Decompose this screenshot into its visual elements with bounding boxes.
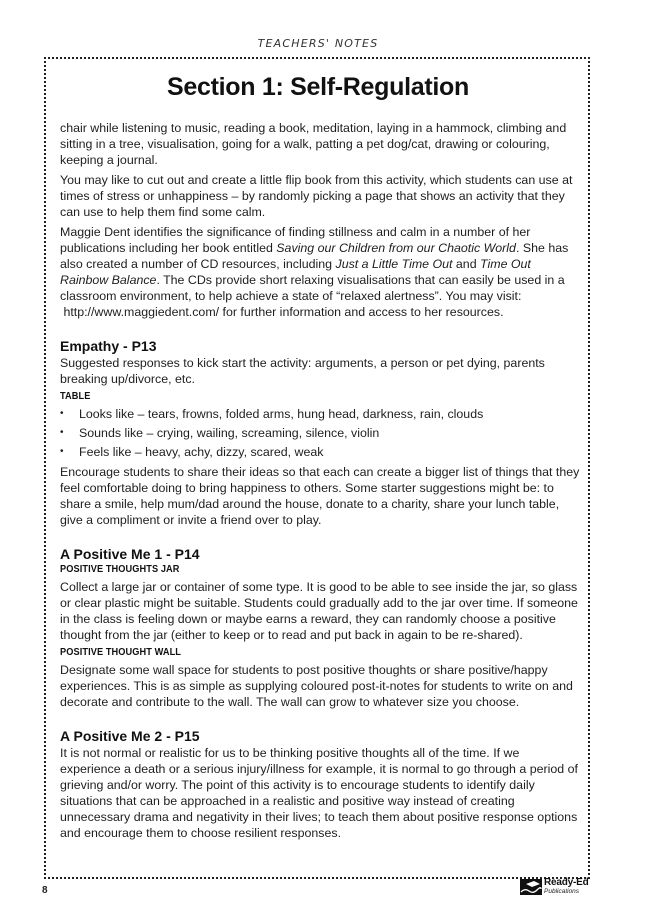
list-item	[60, 406, 580, 422]
text-span: . She has also created a number of CD resources, including	[60, 241, 569, 271]
intro-paragraph-3	[60, 224, 580, 320]
page-title: Section 1: Self-Regulation	[167, 73, 469, 101]
section-heading-empathy: Empathy - P13	[60, 338, 157, 354]
empathy-closing: Encourage students to share their ideas so that each can create a bigger list of things that they feel comfortable doing to bring happiness to others. Some starter suggestions might be: to share a smile, help mum/dad around the house, donate to a charity, share your lunch table, give a compliment or invite a friend over to play.	[60, 465, 580, 527]
running-head: TEACHERS' NOTES	[257, 37, 379, 50]
list-item-text: Feels like – heavy, achy, dizzy, scared, weak	[79, 445, 324, 459]
bullet-icon: •	[60, 408, 64, 419]
text-span: and	[452, 257, 481, 271]
publisher-logo	[520, 876, 592, 898]
sub-heading-table: TABLE	[60, 391, 91, 402]
publisher-name: Ready-Ed	[544, 877, 589, 888]
cd-title-2: Time Out Rainbow Balance	[60, 257, 531, 287]
publisher-sub: Publications	[544, 888, 580, 895]
empathy-intro: Suggested responses to kick start the activity: arguments, a person or pet dying, parents breaking up/divorce, etc.	[60, 356, 545, 386]
list-item	[60, 444, 580, 460]
section-heading-positive-me-1: A Positive Me 1 - P14	[60, 546, 200, 562]
text-span: Maggie Dent identifies the significance of finding stillness and calm in a number of her publications including her book entitled	[60, 225, 531, 255]
page-content	[60, 120, 580, 841]
list-item	[60, 425, 580, 441]
list-item-text: Sounds like – crying, wailing, screaming, silence, violin	[79, 426, 380, 440]
book-title: Saving our Children from our Chaotic World	[276, 241, 516, 255]
sub-heading-positive-thought-wall: POSITIVE THOUGHT WALL	[60, 647, 182, 658]
list-item-text: Looks like – tears, frowns, folded arms, hung head, darkness, rain, clouds	[79, 407, 484, 421]
bullet-icon: •	[60, 446, 64, 457]
cd-title-1: Just a Little Time Out	[335, 257, 453, 271]
sub-heading-positive-thoughts-jar: POSITIVE THOUGHTS JAR	[60, 564, 180, 575]
publisher-text	[544, 878, 589, 896]
intro-paragraph-2: You may like to cut out and create a little flip book from this activity, which students can use at times of stress or unhappiness – by randomly picking a page that shows an activity that they can use to help them find some calm.	[60, 173, 573, 219]
positive-thoughts-jar-text: Collect a large jar or container of some type. It is good to be able to see inside the jar, so glass or clear plastic might be suitable. Students could gradually add to the jar over time. If someone in the class is feeling down or maybe earns a reward, they can randomly choose a positive thought from the jar (either to keep or to read and put back in again to be re-shared).	[60, 580, 578, 642]
mortarboard-wave-logo-icon	[520, 879, 542, 895]
bullet-icon: •	[60, 427, 64, 438]
page-number: 8	[42, 885, 48, 896]
intro-paragraph-1: chair while listening to music, reading a book, meditation, laying in a hammock, climbing and sitting in a tree, visualisation, going for a walk, patting a pet dog/cat, drawing or colouring, keeping a journal.	[60, 121, 567, 167]
section-heading-positive-me-2: A Positive Me 2 - P15	[60, 728, 200, 744]
positive-thought-wall-text: Designate some wall space for students to post positive thoughts or share positive/happy experiences. This is as simple as supplying coloured post-it-notes for students to write on and decorate and contribute to the wall. The wall can grow to whatever size you choose.	[60, 663, 573, 709]
website-link[interactable]: http://www.maggiedent.com/ for further information and access to her resources.	[60, 305, 504, 319]
empathy-bullet-list	[60, 406, 580, 460]
positive-me-2-text: It is not normal or realistic for us to be thinking positive thoughts all of the time. If we experience a death or a serious injury/illness for example, it is normal to go through a period of grieving and/or worry. The point of this activity is to encourage students to identify daily situations that can be approached in a realistic and positive way instead of creating unnecessary drama and negativity in their lives; to teach them about positive response options and encourage them to choose resilient responses.	[60, 746, 578, 840]
text-span: . The CDs provide short relaxing visualisations that can easily be used in a classroom environment, to help achieve a state of “relaxed alertness”. You may visit:	[60, 273, 565, 303]
